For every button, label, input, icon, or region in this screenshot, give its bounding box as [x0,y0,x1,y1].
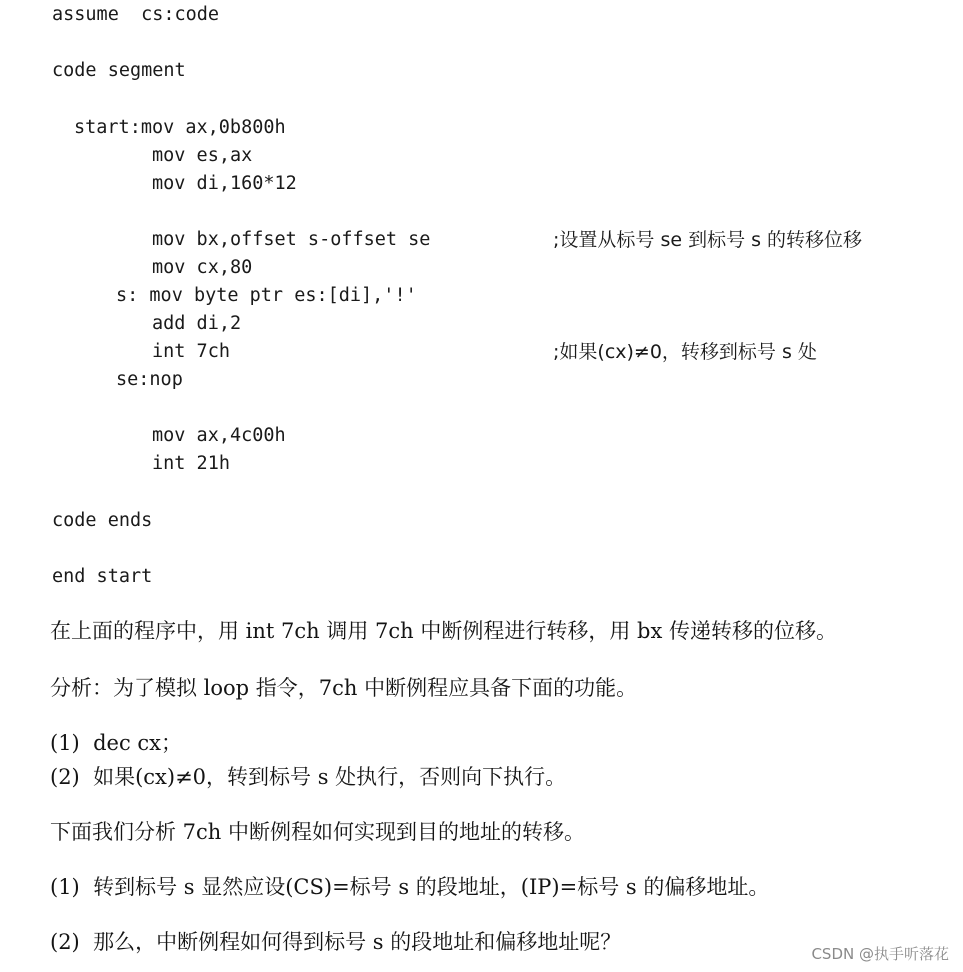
csdn-watermark: CSDN @执手听落花 [811,945,949,963]
code-line-se-nop: se:nop [116,369,183,390]
code-line-mov-es: mov es,ax [152,145,253,166]
code-line-int-21h: int 21h [152,453,230,474]
code-line-int-7ch: int 7ch [152,341,230,362]
list2-item-1: (1) 转到标号 s 显然应设(CS)=标号 s 的段地址，(IP)=标号 s 的偏移地址。 [50,875,770,899]
paragraph-intro: 在上面的程序中，用 int 7ch 调用 7ch 中断例程进行转移，用 bx 传递转移的位移。 [50,619,837,643]
list2-item-2: (2) 那么，中断例程如何得到标号 s 的段地址和偏移地址呢？ [50,930,622,954]
paragraph-analysis: 分析：为了模拟 loop 指令，7ch 中断例程应具备下面的功能。 [50,676,638,700]
code-comment-int: ;如果(cx)≠0，转移到标号 s 处 [553,341,817,363]
code-line-segment: code segment [52,60,186,81]
code-line-add-di: add di,2 [152,313,242,334]
code-line-mov-cx: mov cx,80 [152,257,253,278]
code-line-start: start:mov ax,0b800h [74,117,286,138]
code-line-s-label: s: mov byte ptr es:[di],'!' [116,285,417,306]
code-line-assume: assume cs:code [52,4,220,25]
paragraph-transfer: 下面我们分析 7ch 中断例程如何实现到目的地址的转移。 [50,820,585,844]
code-line-ends: code ends [52,510,153,531]
list1-item-2: (2) 如果(cx)≠0，转到标号 s 处执行，否则向下执行。 [50,765,567,789]
code-line-mov-di: mov di,160*12 [152,173,297,194]
code-line-mov-bx: mov bx,offset s-offset se [152,229,431,250]
code-line-mov-ax: mov ax,4c00h [152,425,286,446]
code-line-end-start: end start [52,566,153,587]
list1-item-1: (1) dec cx； [50,731,183,755]
code-comment-bx: ;设置从标号 se 到标号 s 的转移位移 [553,229,863,251]
